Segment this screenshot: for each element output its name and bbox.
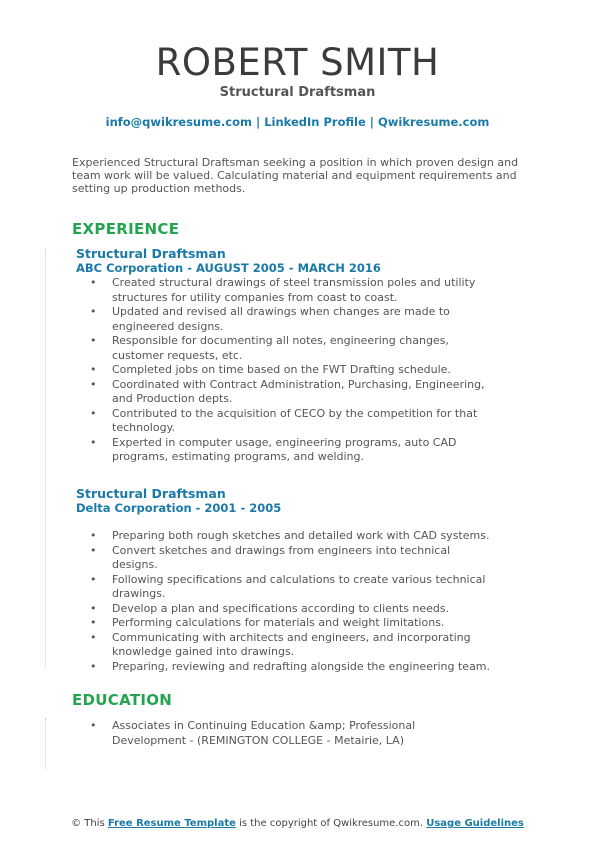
list-item: • Completed jobs on time based on the FWT Drafting schedule. [76,363,492,378]
free-resume-template-link[interactable]: Free Resume Template [107,818,236,829]
list-item: • Develop a plan and specifications according to clients needs. [76,602,492,617]
education-bullets [76,719,546,748]
experience-rail [45,248,46,668]
experience-heading: EXPERIENCE [72,220,180,238]
list-item: • Contributed to the acquisition of CECO by the competition for that technology. [76,407,492,436]
job-bullets [76,529,546,674]
list-item: • Convert sketches and drawings from engineers into technical designs. [76,544,492,573]
job-company: Delta Corporation - 2001 - 2005 [76,501,282,515]
education-entry [76,719,546,748]
list-item: • Following specifications and calculations to create various technical drawings. [76,573,492,602]
job-title-heading: Structural Draftsman [219,85,376,100]
education-heading: EDUCATION [72,691,173,709]
job-bullets [76,276,546,465]
candidate-name: ROBERT SMITH [155,41,440,84]
copyright-footer [0,818,595,829]
email-link[interactable]: info@qwikresume.com [105,115,252,129]
list-item: • Responsible for documenting all notes, engineering changes, customer requests, etc. [76,334,492,363]
list-item: • Coordinated with Contract Administration, Purchasing, Engineering, and Production depts. [76,378,492,407]
linkedin-link[interactable]: LinkedIn Profile [264,115,366,129]
footer-prefix: © This [71,818,105,829]
job-entry [76,486,546,674]
list-item: • Experted in computer usage, engineering programs, auto CAD programs, estimating programs, and welding. [76,436,492,465]
footer-middle: is the copyright of Qwikresume.com. [239,818,424,829]
summary-paragraph: Experienced Structural Draftsman seeking a position in which proven design and team work will be valued. Calculating material and equipment requirements and setting up production methods. [72,156,519,195]
job-title: Structural Draftsman [76,486,226,501]
list-item: • Updated and revised all drawings when changes are made to engineered designs. [76,305,492,334]
list-item: • Preparing, reviewing and redrafting alongside the engineering team. [76,660,492,675]
list-item: • Preparing both rough sketches and detailed work with CAD systems. [76,529,492,544]
job-company: ABC Corporation - AUGUST 2005 - MARCH 2016 [76,261,381,275]
contact-line [0,115,595,129]
job-entry [76,246,546,465]
job-title: Structural Draftsman [76,246,226,261]
website-link[interactable]: Qwikresume.com [378,115,490,129]
list-item: • Associates in Continuing Education &amp; Professional Development - (REMINGTON COLLEGE - Metairie, LA) [76,719,492,748]
separator: | [369,115,374,129]
list-item: • Performing calculations for materials and weight limitations. [76,616,492,631]
usage-guidelines-link[interactable]: Usage Guidelines [426,818,524,829]
education-rail [45,718,46,770]
separator: | [255,115,261,129]
list-item: • Communicating with architects and engineers, and incorporating knowledge gained into drawings. [76,631,492,660]
list-item: • Created structural drawings of steel transmission poles and utility structures for utility companies from coast to coast. [76,276,492,305]
